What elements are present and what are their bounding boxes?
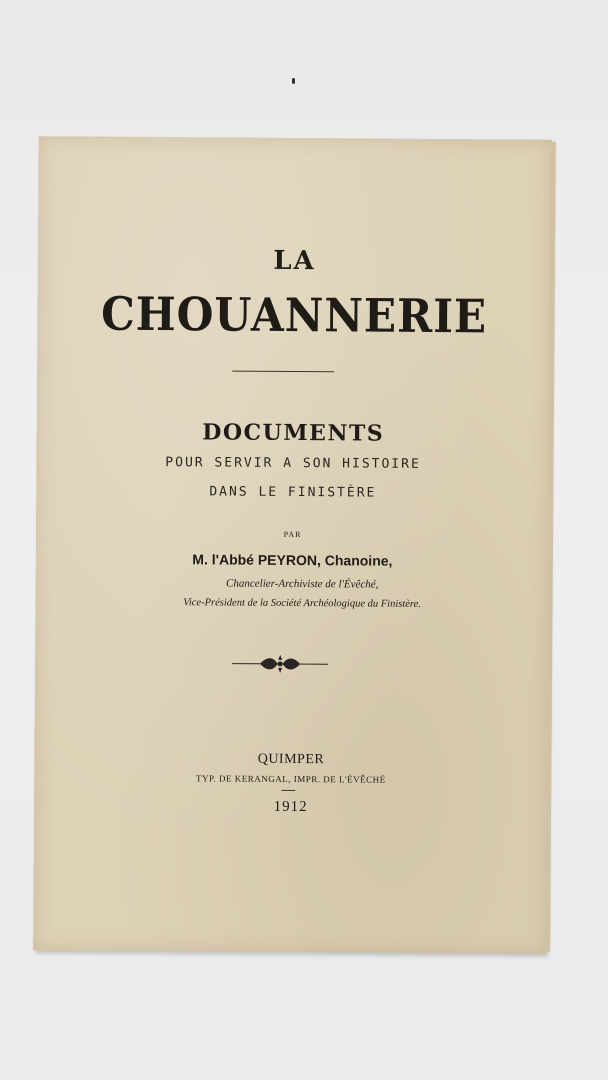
subtitle-line-3: DANS LE FINISTÈRE (209, 484, 377, 501)
subtitle-line-2: POUR SERVIR A SON HISTOIRE (165, 455, 421, 472)
title-rule (232, 371, 334, 373)
author-role-2: Vice-Président de la Société Archéologique du Finistère. (183, 597, 421, 610)
year-rule (281, 790, 295, 791)
author-name: M. l'Abbé PEYRON, Chanoine, (192, 551, 393, 569)
publisher-city: QUIMPER (257, 751, 325, 768)
book-cover (33, 136, 552, 954)
subtitle: DOCUMENTS (202, 419, 385, 447)
ornament-icon (230, 653, 330, 676)
title-article: LA (273, 245, 316, 277)
author-role-1: Chancelier-Archiviste de l'Évêché, (226, 577, 379, 591)
publication-year: 1912 (273, 798, 308, 816)
background-speck (292, 78, 295, 84)
book-title: CHOUANNERIE (100, 286, 488, 344)
printer-name: TYP. DE KERANGAL, IMPR. DE L'ÉVÊCHÉ (196, 773, 386, 785)
by-label: PAR (283, 529, 302, 540)
cover-content (33, 136, 552, 954)
